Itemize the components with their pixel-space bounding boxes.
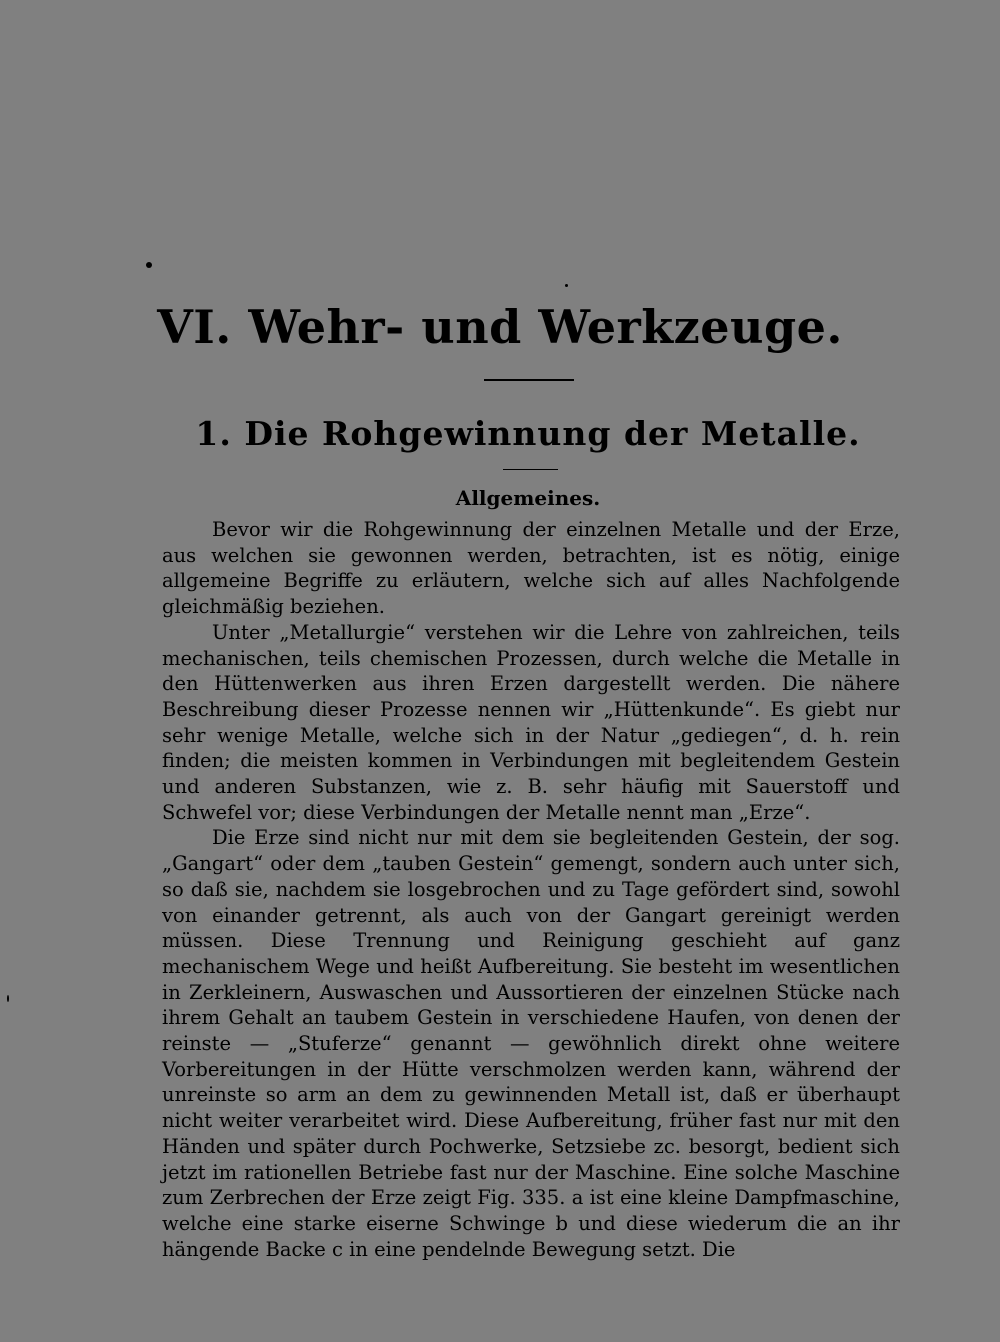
- ink-speck: [146, 262, 152, 268]
- section-title: 1. Die Rohgewinnung der Metalle.: [195, 414, 861, 453]
- chapter-divider: [484, 379, 574, 381]
- ink-speck: [7, 995, 9, 1002]
- body-text: [162, 517, 900, 1262]
- chapter-title: VI. Wehr- und Werkzeuge.: [157, 300, 843, 354]
- section-divider: [503, 469, 558, 470]
- paragraph: Bevor wir die Rohgewinnung der einzelnen Metalle und der Erze, aus welchen sie gewonnen werden, betrachten, ist es nötig, einige allgemeine Begriffe zu erläutern, welche sich auf alles Nachfolgende gleichmäßig beziehen.: [162, 518, 900, 619]
- ink-speck: [565, 284, 568, 287]
- paragraph: Unter „Metallurgie“ verstehen wir die Lehre von zahlreichen, teils mechanischen, teils chemischen Prozessen, durch welche die Metalle in den Hüttenwerken aus ihren Erzen dargestellt werden. Die nähere Beschreibung dieser Prozesse nennen wir „Hüttenkunde“. Es giebt nur sehr wenige Metalle, welche sich in der Natur „gediegen“, d. h. rein finden; die meisten kommen in Verbindungen mit begleitendem Gestein und anderen Substanzen, wie z. B. sehr häufig mit Sauerstoff und Schwefel vor; diese Verbindungen der Metalle nennt man „Erze“.: [162, 620, 900, 824]
- paragraph: Die Erze sind nicht nur mit dem sie begleitenden Gestein, der sog. „Gangart“ oder dem „tauben Gestein“ gemengt, sondern auch unter sich, so daß sie, nachdem sie losgebrochen und zu Tage gefördert sind, sowohl von einander getrennt, als auch von der Gangart gereinigt werden müssen. Diese Trennung und Reinigung geschieht auf ganz mechanischem Wege und heißt Aufbereitung. Sie besteht im wesentlichen in Zerkleinern, Auswaschen und Aussortieren der einzelnen Stücke nach ihrem Gehalt an taubem Gestein in verschiedene Haufen, von denen der reinste — „Stuferze“ genannt — gewöhnlich direkt ohne weitere Vorbereitungen in der Hütte verschmolzen werden kann, während der unreinste so arm an dem zu gewinnenden Metall ist, daß er überhaupt nicht weiter verarbeitet wird. Diese Aufbereitung, früher fast nur mit den Händen und später durch Pochwerke, Setzsiebe zc. besorgt, bedient sich jetzt im rationellen Betriebe fast nur der Maschine. Eine solche Maschine zum Zerbrechen der Erze zeigt Fig. 335. a ist eine kleine Dampfmaschine, welche eine starke eiserne Schwinge b und diese wiederum die an ihr hängende Backe c in eine pendelnde Bewegung setzt. Die: [162, 826, 900, 1261]
- subheading: Allgemeines.: [455, 486, 601, 510]
